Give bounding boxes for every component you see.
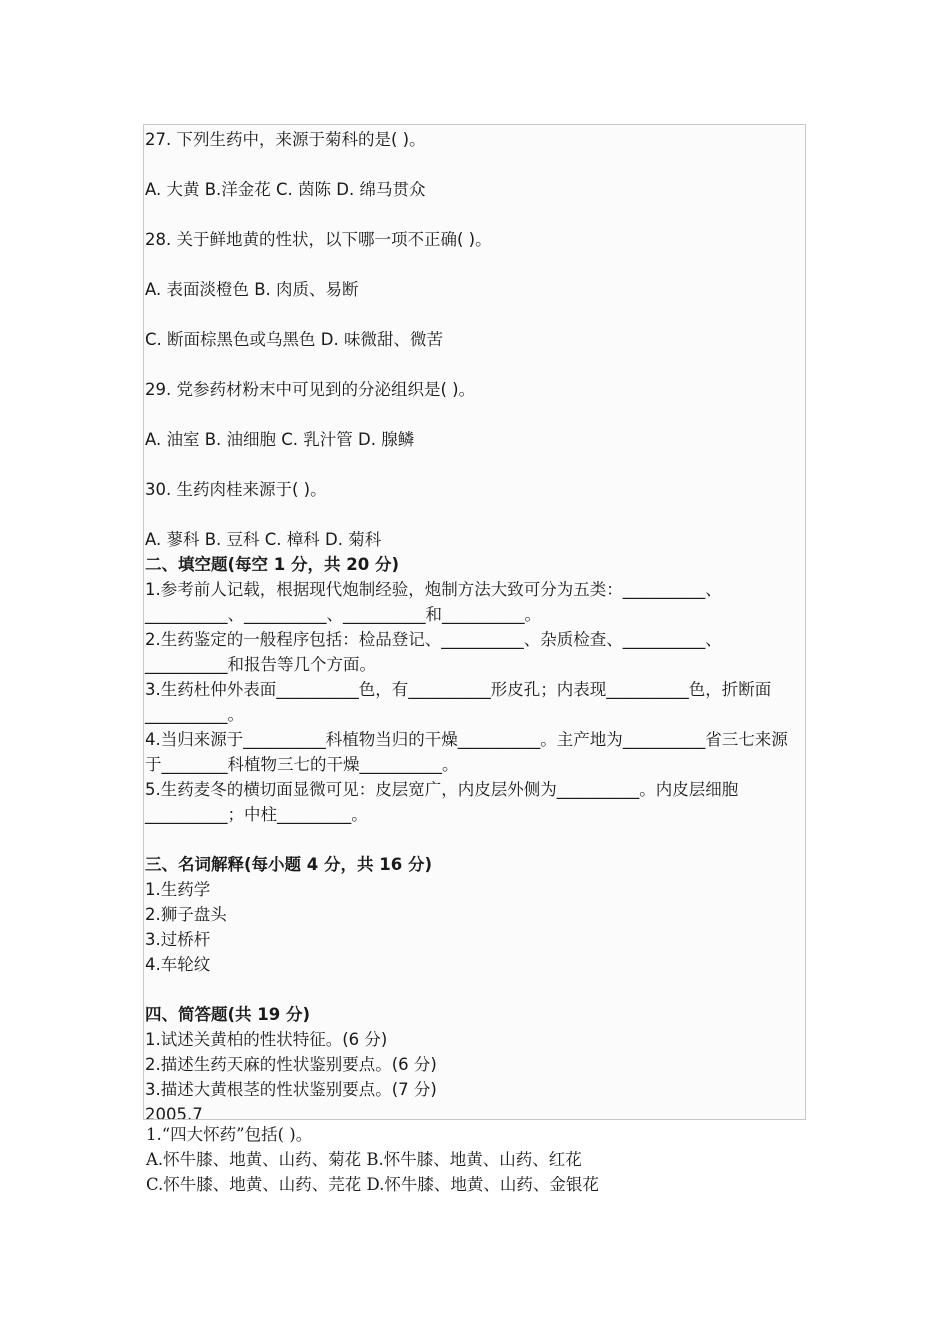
short-answer-1: 1.试述关黄柏的性状特征。(6 分) bbox=[145, 1030, 388, 1049]
next-question-1-options-cd: C.怀牛膝、地黄、山药、芫花 D.怀牛膝、地黄、山药、金银花 bbox=[146, 1175, 599, 1194]
question-28-options-cd: C. 断面棕黑色或乌黑色 D. 味微甜、微苦 bbox=[145, 330, 443, 349]
short-answer-2: 2.描述生药天麻的性状鉴别要点。(6 分) bbox=[145, 1055, 437, 1074]
fill-item-2: 2.生药鉴定的一般程序包括：检品登记、__________、杂质检查、__________、__________和报告等几个方面。 bbox=[145, 630, 722, 674]
fill-item-3: 3.生药杜仲外表面__________色，有__________形皮孔；内表现__________色，折断面__________。 bbox=[145, 680, 772, 724]
short-answer-3: 3.描述大黄根茎的性状鉴别要点。(7 分) bbox=[145, 1080, 437, 1099]
fill-item-1: 1.参考前人记载，根据现代炮制经验，炮制方法大致可分为五类：__________、__________、__________、__________和__________。 bbox=[145, 580, 722, 624]
next-question-1-options-ab: A.怀牛膝、地黄、山药、菊花 B.怀牛膝、地黄、山药、红花 bbox=[146, 1150, 582, 1169]
term-item-4: 4.车轮纹 bbox=[145, 955, 211, 974]
question-28: 28. 关于鲜地黄的性状，以下哪一项不正确( )。 bbox=[145, 230, 492, 249]
next-question-1: 1.“四大怀药”包括( )。 bbox=[146, 1125, 313, 1144]
exam-content-box bbox=[143, 124, 806, 1120]
term-item-1: 1.生药学 bbox=[145, 880, 211, 899]
terms-section-heading: 三、名词解释(每小题 4 分，共 16 分) bbox=[145, 855, 433, 874]
question-30-options: A. 蓼科 B. 豆科 C. 樟科 D. 菊科 bbox=[145, 530, 382, 549]
question-27: 27. 下列生药中，来源于菊科的是( )。 bbox=[145, 130, 426, 149]
term-item-2: 2.狮子盘头 bbox=[145, 905, 227, 924]
fill-section-heading: 二、填空题(每空 1 分，共 20 分) bbox=[145, 555, 400, 574]
fill-item-4: 4.当归来源于__________科植物当归的干燥__________。主产地为__________省三七来源于________科植物三七的干燥__________。 bbox=[145, 730, 788, 774]
question-29: 29. 党参药材粉末中可见到的分泌组织是( )。 bbox=[145, 380, 476, 399]
question-27-options: A. 大黄 B.洋金花 C. 茵陈 D. 绵马贯众 bbox=[145, 180, 426, 199]
question-29-options: A. 油室 B. 油细胞 C. 乳汁管 D. 腺鳞 bbox=[145, 430, 415, 449]
fill-item-5: 5.生药麦冬的横切面显微可见：皮层宽广，内皮层外侧为__________。内皮层细胞__________；中柱_________。 bbox=[145, 780, 739, 824]
short-answer-heading: 四、简答题(共 19 分) bbox=[145, 1005, 311, 1024]
question-30: 30. 生药肉桂来源于( )。 bbox=[145, 480, 327, 499]
question-28-options-ab: A. 表面淡橙色 B. 肉质、易断 bbox=[145, 280, 359, 299]
term-item-3: 3.过桥杆 bbox=[145, 930, 211, 949]
exam-year: 2005.7 bbox=[145, 1105, 203, 1120]
next-exam-section bbox=[146, 1122, 786, 1197]
